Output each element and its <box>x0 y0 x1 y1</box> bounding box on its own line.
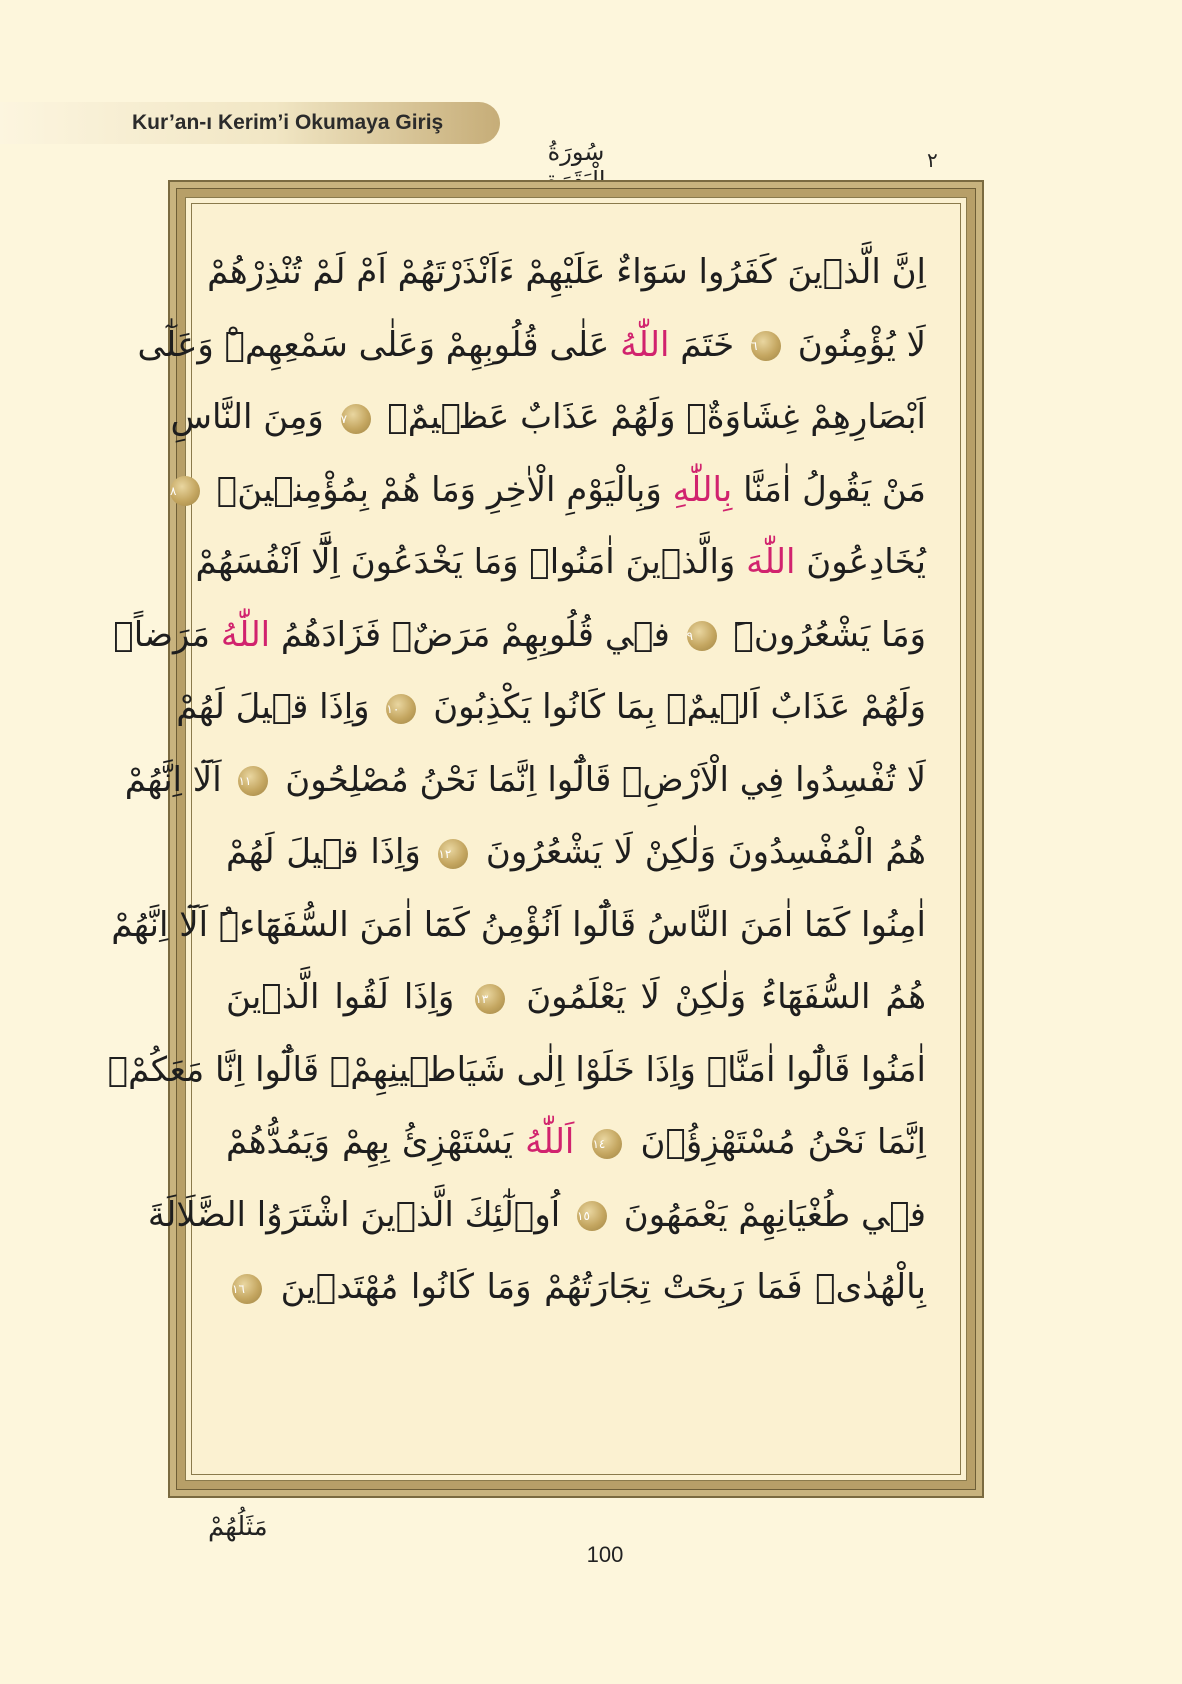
verse-text: عَلٰى قُلُوبِهِمْ وَعَلٰى سَمْعِهِمْۜ وَعَلٰٓى <box>137 324 621 365</box>
verse-line <box>195 522 926 602</box>
page-number: 100 <box>586 1542 624 1567</box>
verse-line <box>113 595 926 675</box>
verse-text: بِالْهُدٰىۖ فَمَا رَبِحَتْ تِجَارَتُهُمْ وَمَا كَانُوا مُهْتَد۪ينَ <box>268 1267 926 1307</box>
ayah-marker: ١٠ <box>386 694 416 724</box>
verse-line <box>124 740 926 820</box>
verse-text: ف۪ي طُغْيَانِهِمْ يَعْمَهُونَ <box>613 1194 926 1235</box>
ayah-marker: ١٥ <box>577 1201 607 1231</box>
verse-text: اُو۬لٰٓئِكَ الَّذ۪ينَ اشْتَرَوُا الضَّلَالَةَ <box>147 1194 571 1235</box>
frame-inner-panel <box>107 197 967 1481</box>
verse-text: اٰمِنُوا كَمَٓا اٰمَنَ النَّاسُ قَالُٓوا اَنُؤْمِنُ كَمَٓا اٰمَنَ السُّفَهَٓاءُۜ اَلَٓا اِنَّهُمْ <box>111 904 926 945</box>
verse-line <box>147 1175 926 1255</box>
verse-text: وَلَهُمْ عَذَابٌ اَل۪يمٌۙ بِمَا كَانُوا يَكْذِبُونَ <box>422 687 926 727</box>
verse-text: وَبِالْيَوْمِ الْاٰخِرِ وَمَا هُمْ بِمُؤْمِن۪ينَۢ <box>206 469 673 510</box>
catchword: مَثَلُهُمْ <box>208 1512 268 1542</box>
ayah-marker: ١٤ <box>592 1129 622 1159</box>
verse-text: اَلَٓا اِنَّهُمْ <box>124 759 233 800</box>
ayah-marker: ٨ <box>170 476 200 506</box>
verse-text: وَالَّذ۪ينَ اٰمَنُواۚ وَمَا يَخْدَعُونَ اِلَّٓا اَنْفُسَهُمْ <box>195 542 747 582</box>
verse-text: هُمُ الْمُفْسِدُونَ وَلٰكِنْ لَا يَشْعُرُونَ <box>474 832 926 872</box>
verse-text: يَسْتَهْزِئُ بِهِمْ وَيَمُدُّهُمْ <box>226 1122 526 1162</box>
divine-name-text: اللّٰهُ <box>620 324 670 365</box>
surah-title: سُورَةُ <box>547 138 605 166</box>
book-title-tab <box>0 102 500 144</box>
ayah-marker: ٩ <box>687 621 717 651</box>
page-frame <box>107 180 984 1498</box>
verse-text: وَاِذَا ق۪يلَ لَهُمْ <box>176 687 381 727</box>
verse-text: وَمَا يَشْعُرُونَۜ <box>722 614 926 655</box>
verse-line <box>226 1102 926 1182</box>
verse-text: يُخَادِعُونَ <box>795 542 926 582</box>
ayah-marker: ١٣ <box>475 984 505 1014</box>
verse-line <box>111 885 926 965</box>
verse-text: خَتَمَ <box>669 324 745 365</box>
book-title: Kur’an-ı Kerim’i Okumaya Giriş <box>132 111 444 134</box>
ayah-marker: ١٦ <box>232 1274 262 1304</box>
verse-text: وَمِنَ النَّاسِ <box>170 397 335 437</box>
ayah-marker: ١٢ <box>438 839 468 869</box>
verse-line <box>170 377 926 457</box>
verse-text: لَا تُفْسِدُوا فِي الْاَرْضِۙ قَالُٓوا اِنَّمَا نَحْنُ مُصْلِحُونَ <box>274 759 926 800</box>
divine-name-text: اللّٰهَ <box>746 542 796 582</box>
verse-line <box>176 667 926 747</box>
frame-border <box>107 188 976 1490</box>
verse-line <box>207 232 926 312</box>
divine-name-text: بِاللّٰهِ <box>672 469 733 510</box>
verse-text: وَاِذَا لَقُوا الَّذ۪ينَ <box>226 977 470 1017</box>
verse-text: هُمُ السُّفَهَٓاءُ وَلٰكِنْ لَا يَعْلَمُونَ <box>511 977 926 1017</box>
verse-text: ف۪ي قُلُوبِهِمْ مَرَضٌۙ فَزَادَهُمُ <box>270 614 681 655</box>
verse-line <box>170 450 926 530</box>
divine-name-text: اللّٰهُ <box>220 614 271 655</box>
ayah-marker: ٧ <box>341 404 371 434</box>
verse-text: مَرَضاًۚ <box>113 614 221 655</box>
verse-text: وَاِذَا ق۪يلَ لَهُمْ <box>226 832 433 872</box>
verse-text: مَنْ يَقُولُ اٰمَنَّا <box>732 469 926 510</box>
ayah-marker: ٦ <box>751 331 781 361</box>
ayah-marker: ١١ <box>238 766 268 796</box>
verse-line <box>137 305 926 385</box>
verse-text: لَا يُؤْمِنُونَ <box>786 324 926 365</box>
verse-text: اَبْصَارِهِمْ غِشَاوَةٌۘ وَلَهُمْ عَذَابٌ عَظ۪يمٌ۟ <box>376 397 926 437</box>
verse-line <box>226 812 926 892</box>
quran-text-area <box>107 220 944 1458</box>
verse-line <box>226 1247 926 1327</box>
divine-name-text: اَللّٰهُ <box>525 1122 587 1162</box>
verse-text: اِنَّ الَّذ۪ينَ كَفَرُوا سَوَٓاءٌ عَلَيْهِمْ ءَاَنْذَرْتَهُمْ اَمْ لَمْ تُنْذِرْهُمْ <box>207 252 926 292</box>
verse-text: اِنَّمَا نَحْنُ مُسْتَهْزِؤُ۫نَ <box>628 1122 926 1162</box>
juz-number: ٢ <box>927 148 938 172</box>
verse-line <box>226 957 926 1037</box>
verse-text: اٰمَنُوا قَالُٓوا اٰمَنَّاۚ وَاِذَا خَلَوْا اِلٰى شَيَاط۪ينِهِمْۙ قَالُٓوا اِنَّا مَعَكُمْۙ <box>107 1049 926 1090</box>
verse-line <box>107 1030 926 1110</box>
